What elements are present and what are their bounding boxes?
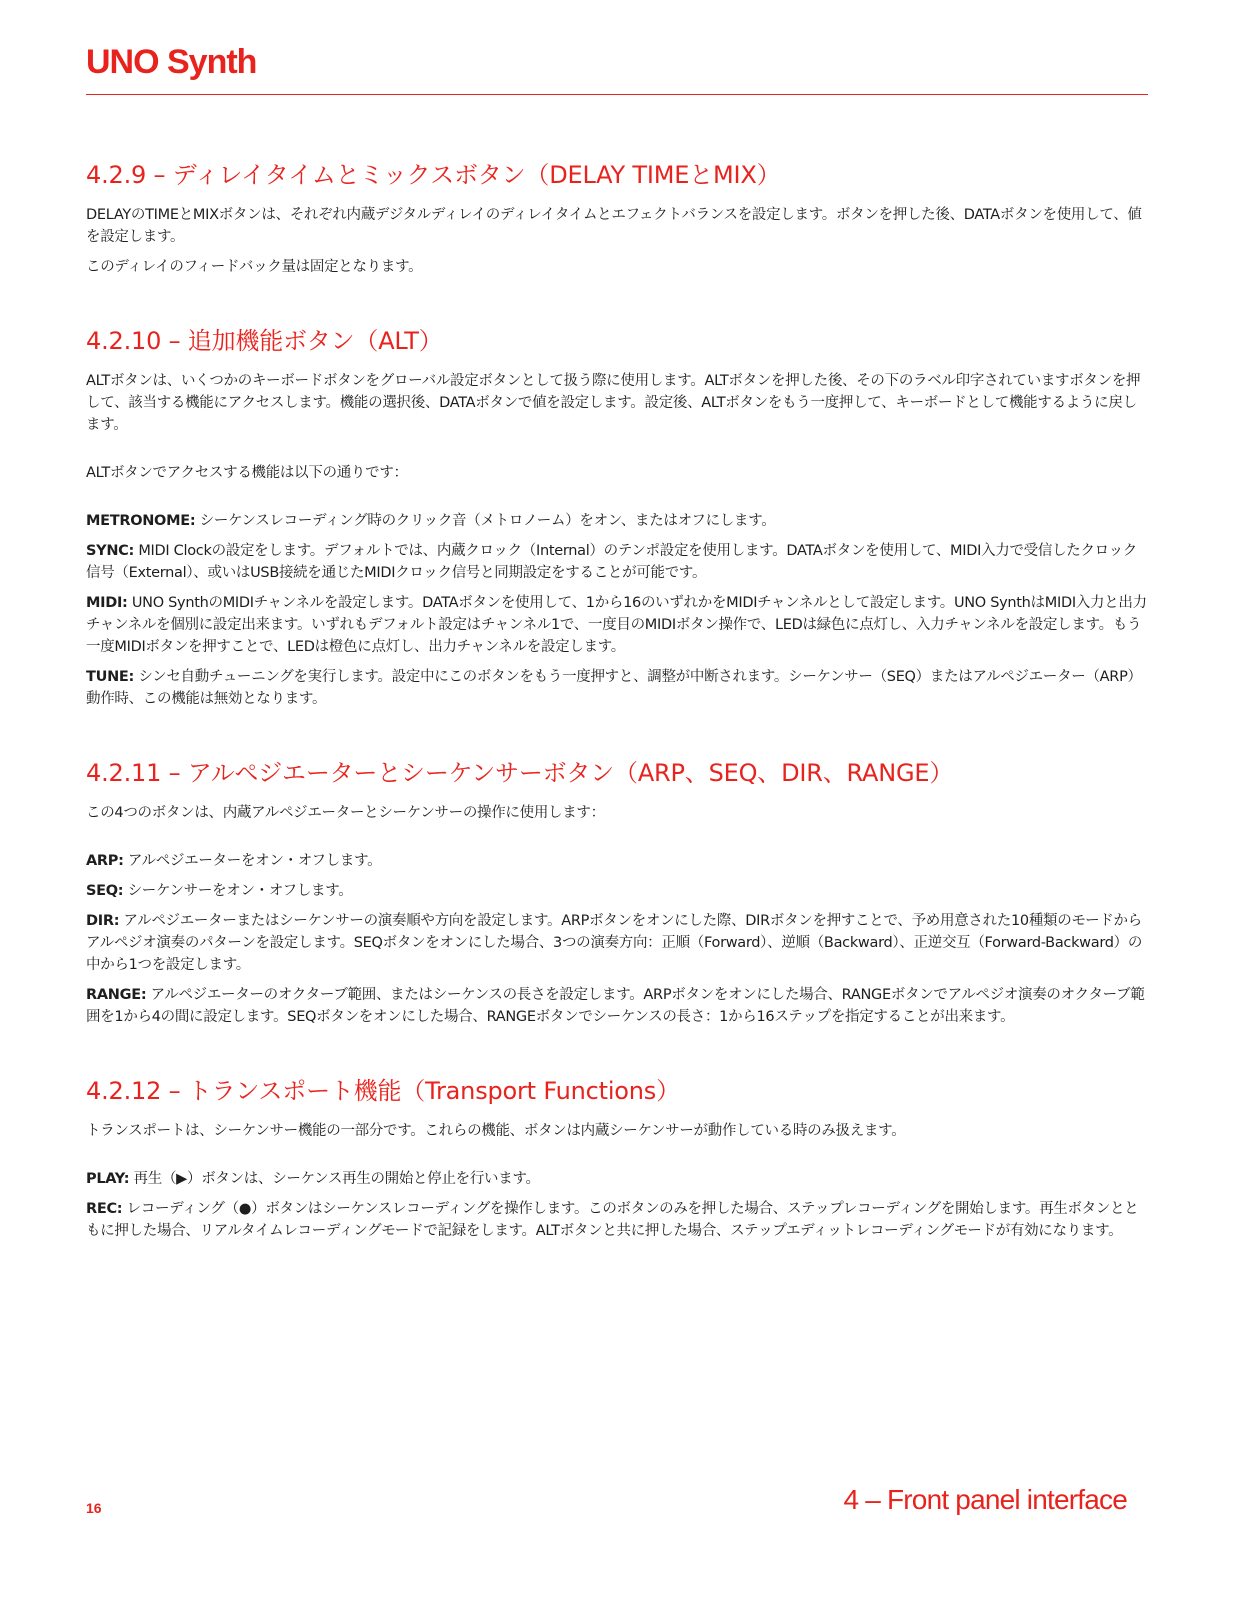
section-transport <box>86 1074 1148 1242</box>
definition-term: DIR: <box>86 913 120 929</box>
paragraph: ALTボタンでアクセスする機能は以下の通りです： <box>86 465 408 481</box>
definition-item <box>86 592 1148 658</box>
definition-term: TUNE: <box>86 669 135 685</box>
definition-item <box>86 1198 1148 1242</box>
definition-text: シーケンサーをオン・オフします。 <box>123 883 353 899</box>
paragraph: トランスポートは、シーケンサー機能の一部分です。これらの機能、ボタンは内蔵シーケンサーが動作している時のみ扱えます。 <box>86 1123 906 1139</box>
definition-term: MIDI: <box>86 595 128 611</box>
section-heading: 4.2.11 – アルペジエーターとシーケンサーボタン（ARP、SEQ、DIR、RANGE） <box>86 759 954 787</box>
definition-item <box>86 510 1148 532</box>
definition-item <box>86 1168 1148 1190</box>
definition-text: MIDI Clockの設定をします。デフォルトでは、内蔵クロック（Internal）のテンポ設定を使用します。DATAボタンを使用して、MIDI入力で受信したクロック信号（External）、或いはUSB接続を通じたMIDIクロック信号と同期設定をすることが可能です。 <box>86 543 1137 581</box>
section-heading: 4.2.12 – トランスポート機能（Transport Functions） <box>86 1077 680 1105</box>
definition-text: アルペジエーターのオクターブ範囲、またはシーケンスの長さを設定します。ARPボタンをオンにした場合、RANGEボタンでアルペジオ演奏のオクターブ範囲を1から4の間に設定します。SEQボタンをオンにした場合、RANGEボタンでシーケンスの長さ：1から16ステップを指定することが出来ます。 <box>86 987 1145 1025</box>
paragraph: この4つのボタンは、内蔵アルペジエーターとシーケンサーの操作に使用します： <box>86 805 605 821</box>
section-alt <box>86 324 1148 710</box>
section-heading: 4.2.10 – 追加機能ボタン（ALT） <box>86 327 443 355</box>
definition-term: SEQ: <box>86 883 124 899</box>
definition-text: アルペジエーターまたはシーケンサーの演奏順や方向を設定します。ARPボタンをオンにした際、DIRボタンを押すことで、予め用意された10種類のモードからアルペジオ演奏のパターンを設定します。SEQボタンをオンにした場合、3つの演奏方向：正順（Forward）、逆順（Backward）、正逆交互（Forward-Backward）の中から1つを設定します。 <box>86 913 1143 973</box>
definition-term: REC: <box>86 1201 123 1217</box>
definition-text: 再生（▶）ボタンは、シーケンス再生の開始と停止を行います。 <box>129 1171 540 1187</box>
definition-text: レコーディング（●）ボタンはシーケンスレコーディングを操作します。このボタンのみを押した場合、ステップレコーディングを開始します。再生ボタンとともに押した場合、リアルタイムレコーディングモードで記録をします。ALTボタンと共に押した場合、ステップエディットレコーディングモードが有効になります。 <box>86 1201 1139 1239</box>
section-arp-seq <box>86 756 1148 1028</box>
definition-item <box>86 540 1148 584</box>
definition-text: シンセ自動チューニングを実行します。設定中にこのボタンをもう一度押すと、調整が中断されます。シーケンサー（SEQ）またはアルペジエーター（ARP）動作時、この機能は無効となります。 <box>86 669 1142 707</box>
definition-item <box>86 666 1148 710</box>
definition-term: RANGE: <box>86 987 147 1003</box>
paragraph: DELAYのTIMEとMIXボタンは、それぞれ内蔵デジタルディレイのディレイタイムとエフェクトバランスを設定します。ボタンを押した後、DATAボタンを使用して、値を設定します。 <box>86 207 1142 245</box>
definition-term: ARP: <box>86 853 124 869</box>
section-delay-time-mix <box>86 158 1148 278</box>
section-heading: 4.2.9 – ディレイタイムとミックスボタン（DELAY TIMEとMIX） <box>86 161 781 189</box>
paragraph: このディレイのフィードバック量は固定となります。 <box>86 259 423 275</box>
definition-text: UNO SynthのMIDIチャンネルを設定します。DATAボタンを使用して、1から16のいずれかをMIDIチャンネルとして設定します。UNO SynthはMIDI入力と出力チャンネルを個別に設定出来ます。いずれもデフォルト設定はチャンネル1で、一度目のMIDIボタン操作で、LEDは緑色に点灯し、入力チャンネルを設定します。もう一度MIDIボタンを押すことで、LEDは橙色に点灯し、出力チャンネルを設定します。 <box>86 595 1147 655</box>
page-number: 16 <box>86 1500 102 1516</box>
page-content <box>86 158 1148 1250</box>
brand-title: UNO Synth <box>86 43 257 81</box>
paragraph: ALTボタンは、いくつかのキーボードボタンをグローバル設定ボタンとして扱う際に使用します。ALTボタンを押した後、その下のラベル印字されていますボタンを押して、該当する機能にアクセスします。機能の選択後、DATAボタンで値を設定します。設定後、ALTボタンをもう一度押して、キーボードとして機能するように戻します。 <box>86 373 1141 433</box>
definition-text: アルペジエーターをオン・オフします。 <box>123 853 382 869</box>
definition-term: METRONOME: <box>86 513 196 529</box>
chapter-title: 4 – Front panel interface <box>843 1484 1127 1515</box>
definition-text: シーケンスレコーディング時のクリック音（メトロノーム）をオン、またはオフにします。 <box>195 513 776 529</box>
definition-item <box>86 850 1148 872</box>
definition-item <box>86 880 1148 902</box>
definition-item <box>86 910 1148 976</box>
definition-term: PLAY: <box>86 1171 130 1187</box>
definition-term: SYNC: <box>86 543 135 559</box>
page-header <box>86 40 1148 95</box>
definition-item <box>86 984 1148 1028</box>
